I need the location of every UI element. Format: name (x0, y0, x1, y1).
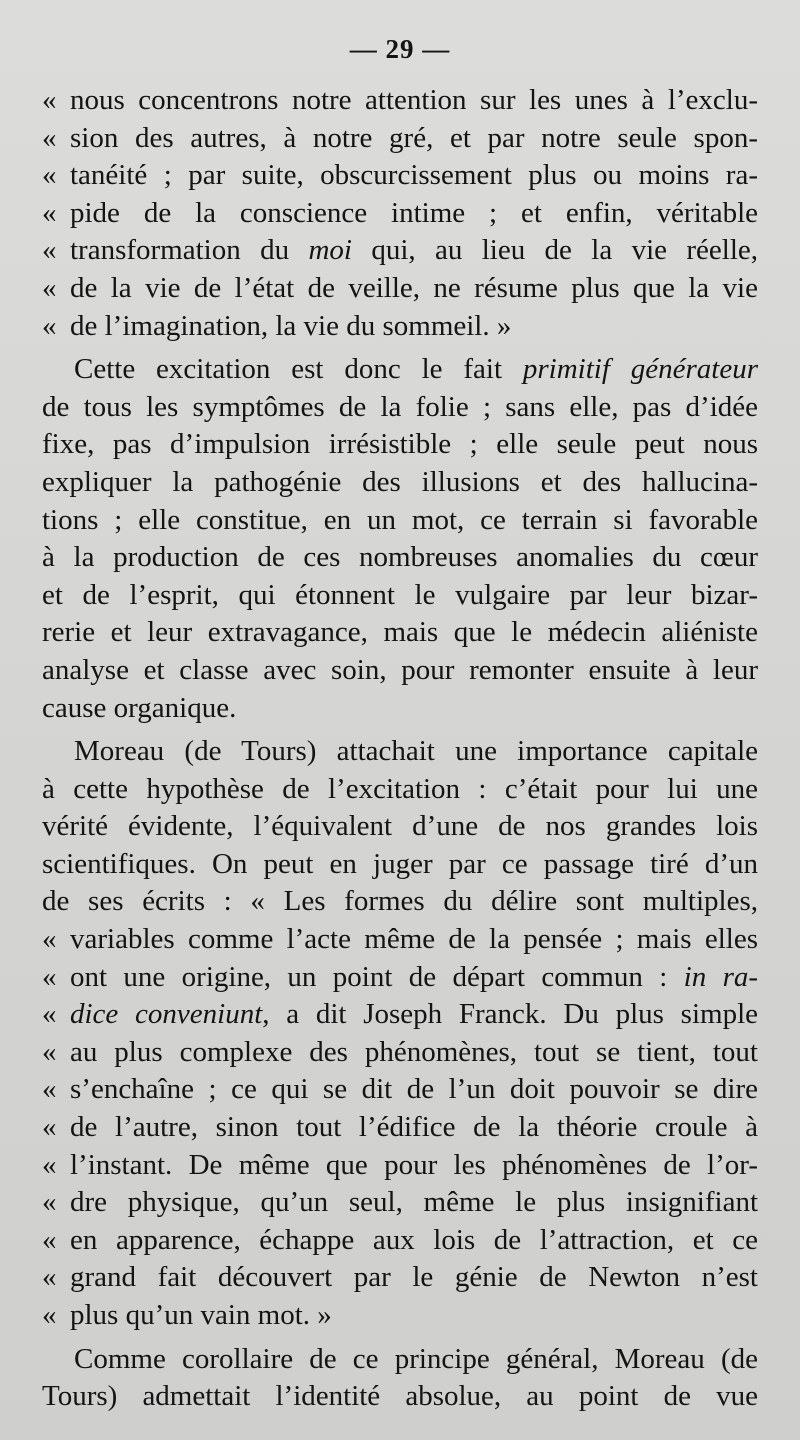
quote-mark: « (42, 309, 57, 342)
paragraph-first-line (42, 351, 758, 389)
line-text: tanéité ; par suite, obscurcissement plus ou moins ra- (70, 159, 758, 192)
line-text: grand fait découvert par le génie de Newton n’est (70, 1261, 758, 1294)
line-text: s’enchaîne ; ce qui se dit de l’un doit pouvoir se dire (70, 1073, 758, 1106)
quote-mark: « (42, 1148, 57, 1181)
line-text-part: ont une origine, un point de départ commun : (70, 960, 684, 993)
text-line: de tous les symptômes de la folie ; sans elle, pas d’idée (42, 390, 758, 423)
quote-mark: « (42, 1073, 57, 1106)
quote-mark: « (42, 159, 57, 192)
text-line (42, 82, 758, 120)
text-line (42, 1184, 758, 1222)
quote-mark: « (42, 923, 57, 956)
line-text: plus qu’un vain mot. » (70, 1299, 332, 1331)
text-line (42, 1071, 758, 1109)
text-line: rerie et leur extravagance, mais que le médecin aliéniste (42, 616, 758, 649)
quote-mark: « (42, 84, 57, 116)
line-text: pide de la conscience intime ; et enfin, véritable (70, 196, 758, 229)
line-text: de l’autre, sinon tout l’édifice de la théorie croule à (70, 1111, 758, 1144)
text-line (42, 308, 758, 346)
line-text-part: , a dit Joseph Franck. Du plus simple (262, 998, 758, 1031)
page-body-text (42, 82, 758, 1416)
text-line: cause organique. (42, 691, 237, 724)
page-number: — 29 — (349, 34, 451, 64)
text-line (42, 1034, 758, 1072)
quote-mark: « (42, 960, 57, 993)
line-text-part: qui, au lieu de la vie réelle, (351, 234, 758, 267)
italic-term: moi (308, 234, 352, 267)
text-line: et de l’esprit, qui étonnent le vulgaire par leur bizar- (42, 578, 758, 611)
quote-mark: « (42, 1261, 57, 1294)
text-line: à la production de ces nombreuses anomalies du cœur (42, 541, 758, 574)
text-line (42, 195, 758, 233)
line-text: dre physique, qu’un seul, même le plus insignifiant (70, 1186, 758, 1219)
quote-mark: « (42, 234, 57, 267)
italic-term: primitif générateur (522, 353, 758, 386)
text-line (42, 1297, 758, 1335)
italic-term: dice conveniunt (70, 998, 263, 1031)
line-text-part: Cette excitation est donc le fait (74, 353, 523, 386)
text-line: expliquer la pathogénie des illusions et des hallucina- (42, 465, 758, 498)
quote-mark: « (42, 121, 57, 154)
paragraph-first-line: Moreau (de Tours) attachait une importance capitale (74, 735, 758, 768)
line-text: variables comme l’acte même de la pensée ; mais elles (70, 923, 758, 956)
line-text: en apparence, échappe aux lois de l’attraction, et ce (70, 1223, 758, 1256)
text-line: tions ; elle constitue, en un mot, ce terrain si favorable (42, 503, 758, 536)
line-text: nous concentrons notre attention sur les unes à l’exclu- (70, 84, 758, 116)
line-text: sion des autres, à notre gré, et par notre seule spon- (70, 121, 758, 154)
text-line: de ses écrits : « Les formes du délire sont multiples, (42, 885, 758, 918)
text-line: fixe, pas d’impulsion irrésistible ; elle seule peut nous (42, 428, 758, 461)
text-line (42, 120, 758, 158)
text-line: scientifiques. On peut en juger par ce passage tiré d’un (42, 847, 758, 880)
text-line (42, 996, 758, 1034)
quote-mark: « (42, 271, 57, 304)
text-line (42, 921, 758, 959)
text-line: analyse et classe avec soin, pour remonter ensuite à leur (42, 653, 758, 686)
text-line (42, 270, 758, 308)
text-line (42, 1147, 758, 1185)
line-text: l’instant. De même que pour les phénomènes de l’or- (70, 1148, 758, 1181)
text-line (42, 1109, 758, 1147)
quote-mark: « (42, 1223, 57, 1256)
line-text (70, 996, 758, 1034)
line-text: au plus complexe des phénomènes, tout se tient, tout (70, 1035, 758, 1068)
text-line (42, 1259, 758, 1297)
line-text: de l’imagination, la vie du sommeil. » (70, 309, 512, 342)
line-text: de la vie de l’état de veille, ne résume plus que la vie (70, 271, 758, 304)
italic-term: in ra- (683, 960, 759, 993)
quote-mark: « (42, 1186, 57, 1219)
line-text (70, 959, 758, 997)
quote-mark: « (42, 1035, 57, 1068)
line-text-part: transformation du (70, 234, 309, 267)
text-line (42, 157, 758, 195)
quote-mark: « (42, 1111, 57, 1144)
text-line: à cette hypothèse de l’excitation : c’était pour lui une (42, 772, 758, 805)
text-line (42, 959, 758, 997)
quote-mark: « (42, 998, 57, 1031)
text-line: vérité évidente, l’équivalent d’une de nos grandes lois (42, 810, 758, 843)
quote-mark: « (42, 196, 57, 229)
text-line (42, 1222, 758, 1260)
text-line (42, 232, 758, 270)
text-line: Tours) admettait l’identité absolue, au point de vue (42, 1380, 758, 1413)
quote-mark: « (42, 1299, 57, 1331)
line-text (70, 232, 758, 270)
paragraph-first-line: Comme corollaire de ce principe général, Moreau (de (74, 1342, 758, 1375)
